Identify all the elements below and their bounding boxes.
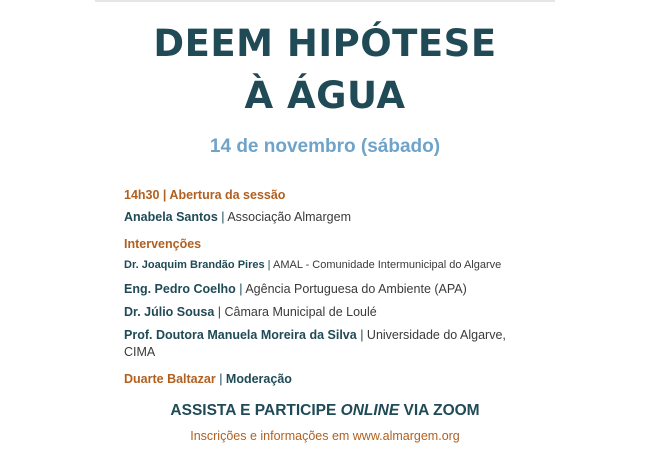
opening-speaker-row bbox=[124, 210, 351, 224]
cta-text-post: VIA ZOOM bbox=[399, 402, 480, 419]
speaker-row bbox=[124, 259, 501, 271]
speaker-row bbox=[124, 282, 467, 296]
speaker-org: AMAL - Comunidade Intermunicipal do Algarve bbox=[272, 259, 502, 271]
page-title-line-2: À ÁGUA bbox=[244, 74, 406, 117]
interventions-heading: Intervenções bbox=[124, 237, 202, 251]
speaker-name: Prof. Doutora Manuela Moreira da Silva bbox=[124, 328, 357, 342]
opening-speaker-name: Anabela Santos bbox=[124, 210, 218, 224]
separator: | bbox=[239, 282, 243, 296]
speaker-row bbox=[124, 305, 377, 319]
speaker-row bbox=[124, 328, 506, 342]
opening-time-label: 14h30 | Abertura da sessão bbox=[124, 188, 286, 202]
speaker-org: Câmara Municipal de Loulé bbox=[224, 305, 377, 319]
moderation-role: Moderação bbox=[225, 372, 292, 386]
separator: | bbox=[267, 259, 271, 271]
speaker-name: Dr. Joaquim Brandão Pires bbox=[124, 259, 265, 271]
separator: | bbox=[221, 210, 225, 224]
interventions-heading-row bbox=[124, 237, 201, 251]
separator: | bbox=[360, 328, 364, 342]
cta-text-pre: ASSISTA E PARTICIPE bbox=[170, 402, 341, 419]
opening-speaker-org: Associação Almargem bbox=[227, 210, 351, 224]
call-to-action bbox=[0, 402, 650, 420]
speaker-org-continuation: CIMA bbox=[124, 345, 156, 359]
registration-info: Inscrições e informações em www.almargem.org bbox=[190, 429, 460, 443]
cta-text-emphasis: ONLINE bbox=[340, 402, 400, 419]
moderation-row bbox=[124, 372, 292, 386]
separator: | bbox=[217, 305, 222, 319]
top-divider bbox=[95, 0, 555, 2]
speaker-org: Universidade do Algarve, bbox=[366, 328, 506, 342]
speaker-org: Agência Portuguesa do Ambiente (APA) bbox=[245, 282, 467, 296]
moderator-name: Duarte Baltazar bbox=[124, 372, 216, 386]
speaker-name: Eng. Pedro Coelho bbox=[124, 282, 236, 296]
opening-label bbox=[124, 188, 285, 202]
event-date: 14 de novembro (sábado) bbox=[209, 136, 441, 157]
speaker-org-continuation-row bbox=[124, 345, 155, 359]
page-title-line-1: DEEM HIPÓTESE bbox=[153, 22, 497, 65]
separator: | bbox=[219, 372, 223, 386]
speaker-name: Dr. Júlio Sousa bbox=[124, 305, 215, 319]
